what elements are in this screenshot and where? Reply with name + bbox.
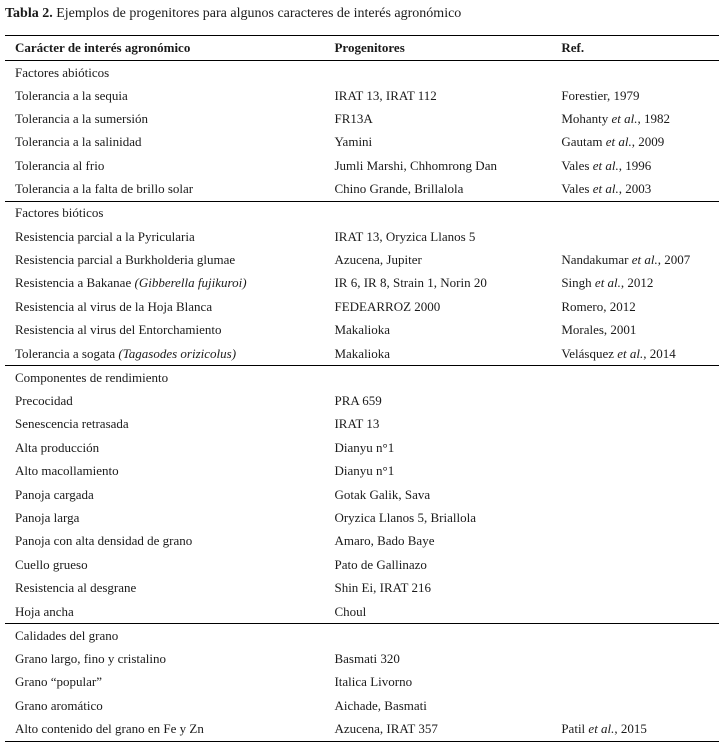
trait-cell [5,107,324,130]
table-row [5,295,719,318]
parents-cell: IRAT 13 [334,416,380,432]
ref-et-al: et al. [588,721,615,737]
table-row [5,178,719,202]
ref-year: , 2014 [643,345,676,361]
parents-cell: Basmati 320 [334,650,400,666]
ref-cell [551,84,719,107]
trait-cell [5,647,324,670]
table-row [5,154,719,177]
ref-year: , 2015 [614,721,647,737]
ref-cell [551,319,719,342]
table-row [5,600,719,624]
table-row [5,671,719,694]
table-row [5,436,719,459]
group-title: Calidades del grano [15,627,119,643]
ref-cell [551,248,719,271]
parents-cell: Choul [324,600,551,624]
table-row [5,84,719,107]
ref-author: Vales [561,157,593,173]
trait-cell [5,694,324,717]
trait-text: Resistencia parcial a Burkholderia glumae [15,252,236,268]
table-body [5,61,719,742]
table-row [5,272,719,295]
group-title: Factores bióticos [15,205,104,221]
trait-text: Tolerancia a la sequia [15,87,128,103]
ref-cell [551,694,719,717]
trait-cell [5,178,324,202]
trait-text: Grano “popular” [15,674,102,690]
parents-cell: IRAT 13, Oryzica Llanos 5 [334,228,476,244]
parents-cell: Aichade, Basmati [334,697,427,713]
ref-cell [551,154,719,177]
column-header-ref: Ref. [551,36,719,61]
ref-cell [551,107,719,130]
parents-cell: Gotak Galik, Sava [334,486,431,502]
table-row [5,107,719,130]
trait-cell [5,413,324,436]
trait-cell [5,506,324,529]
table-caption-text: Ejemplos de progenitores para algunos caracteres de interés agronómico [52,6,462,21]
trait-text: Alto macollamiento [15,463,119,479]
trait-text: Cuello grueso [15,556,88,572]
trait-text: Grano aromático [15,697,103,713]
table-row [5,694,719,717]
group-header-row [5,366,719,390]
trait-cell [5,131,324,154]
ref-cell [551,342,719,366]
trait-cell [5,600,324,624]
ref-year: , 2003 [618,181,652,197]
ref-cell [551,178,719,202]
table-header-row [5,36,719,61]
ref-year: , 2009 [631,134,665,150]
trait-text: Grano largo, fino y cristalino [15,650,167,666]
trait-cell [5,154,324,177]
ref-cell [551,413,719,436]
ref-cell [551,671,719,694]
trait-text: Hoja ancha [15,603,74,619]
table-row [5,576,719,599]
ref-et-al: et al. [594,275,621,291]
ref-cell [551,600,719,624]
ref-cell [551,576,719,599]
column-header-parents: Progenitores [324,36,551,61]
trait-scientific-name: (Gibberella fujikuroi) [134,275,247,291]
ref-et-al: et al. [617,345,644,361]
trait-text: Alta producción [15,439,100,455]
parents-cell: Azucena, IRAT 357 [324,717,551,741]
ref-cell [551,436,719,459]
trait-cell [5,272,324,295]
parents-cell: Oryzica Llanos 5, Briallola [334,509,476,525]
trait-text: Panoja cargada [15,486,94,502]
ref-author: Forestier, 1979 [561,87,640,103]
ref-et-al: et al. [592,157,619,173]
ref-cell [551,131,719,154]
trait-text: Senescencia retrasada [15,416,129,432]
parents-cell: IR 6, IR 8, Strain 1, Norin 20 [334,275,487,291]
trait-cell [5,483,324,506]
column-header-trait: Carácter de interés agronómico [5,36,324,61]
trait-text: Tolerancia a sogata [15,345,119,361]
trait-cell [5,248,324,271]
table-row [5,413,719,436]
trait-cell [5,389,324,412]
table-row [5,342,719,366]
parents-cell: Jumli Marshi, Chhomrong Dan [334,157,497,173]
ref-cell [551,272,719,295]
parents-cell: IRAT 13, IRAT 112 [334,87,437,103]
ref-cell [551,295,719,318]
trait-cell [5,553,324,576]
trait-text: Resistencia al desgrane [15,580,137,596]
table-row [5,319,719,342]
ref-cell [551,530,719,553]
trait-text: Resistencia a Bakanae [15,275,135,291]
table-row [5,389,719,412]
ref-author: Singh [561,275,595,291]
table-row [5,506,719,529]
parents-cell: Azucena, Jupiter [334,252,422,268]
trait-text: Alto contenido del grano en Fe y Zn [15,721,204,737]
ref-year: , 2012 [620,275,654,291]
ref-cell [551,647,719,670]
trait-text: Resistencia al virus de la Hoja Blanca [15,298,213,314]
parents-cell: Makalioka [334,322,391,338]
ref-author: Mohanty [561,111,612,127]
trait-cell [5,342,324,366]
trait-text: Panoja larga [15,509,80,525]
parents-cell: Dianyu n°1 [334,463,395,479]
ref-cell [551,717,719,741]
group-title: Componentes de rendimiento [15,369,169,385]
trait-cell [5,295,324,318]
table-row [5,530,719,553]
parents-cell: Amaro, Bado Baye [334,533,435,549]
parents-cell: Dianyu n°1 [334,439,395,455]
parents-cell: PRA 659 [334,392,382,408]
table-row [5,131,719,154]
table-row [5,717,719,741]
parents-cell: Shin Ei, IRAT 216 [334,580,432,596]
group-header-row [5,624,719,648]
trait-text: Panoja con alta densidad de grano [15,533,193,549]
ref-year: , 1996 [618,157,652,173]
trait-cell [5,319,324,342]
progenitors-table [5,35,719,742]
trait-cell [5,84,324,107]
table-caption [5,5,461,23]
trait-cell [5,436,324,459]
ref-cell [551,225,719,248]
ref-cell [551,553,719,576]
ref-author: Romero, 2012 [561,298,636,314]
trait-text: Resistencia parcial a la Pyricularia [15,228,195,244]
table-caption-label: Tabla 2. [5,6,53,21]
trait-cell [5,671,324,694]
trait-text: Tolerancia a la salinidad [15,134,142,150]
table-row [5,483,719,506]
table-row [5,647,719,670]
table-row [5,225,719,248]
trait-text: Resistencia al virus del Entorchamiento [15,322,222,338]
group-header-row [5,201,719,225]
ref-author: Patil [561,721,589,737]
trait-text: Tolerancia a la sumersión [15,111,149,127]
ref-et-al: et al. [611,111,638,127]
ref-author: Nandakumar [561,252,632,268]
ref-author: Velásquez [561,345,618,361]
group-header-row [5,61,719,85]
parents-cell: FEDEARROZ 2000 [334,298,441,314]
table-row [5,553,719,576]
ref-author: Morales, 2001 [561,322,637,338]
trait-cell [5,225,324,248]
ref-year: , 2007 [657,252,691,268]
trait-text: Precocidad [15,392,73,408]
ref-author: Vales [561,181,593,197]
trait-cell [5,717,324,741]
parents-cell: Pato de Gallinazo [334,556,427,572]
trait-text: Tolerancia al frio [15,157,105,173]
ref-cell [551,483,719,506]
parents-cell: Chino Grande, Brillalola [324,178,551,202]
ref-et-al: et al. [605,134,632,150]
ref-et-al: et al. [631,252,658,268]
parents-cell: Italica Livorno [334,674,413,690]
trait-scientific-name: (Tagasodes orizicolus) [118,345,237,361]
trait-cell [5,576,324,599]
ref-cell [551,506,719,529]
parents-cell: Yamini [334,134,373,150]
ref-year: , 1982 [637,111,671,127]
parents-cell: Makalioka [324,342,551,366]
trait-cell [5,459,324,482]
ref-author: Gautam [561,134,606,150]
trait-text: Tolerancia a la falta de brillo solar [15,181,194,197]
group-title: Factores abióticos [15,64,110,80]
parents-cell: FR13A [334,111,373,127]
table-row [5,248,719,271]
ref-et-al: et al. [592,181,619,197]
ref-cell [551,389,719,412]
trait-cell [5,530,324,553]
table-row [5,459,719,482]
ref-cell [551,459,719,482]
